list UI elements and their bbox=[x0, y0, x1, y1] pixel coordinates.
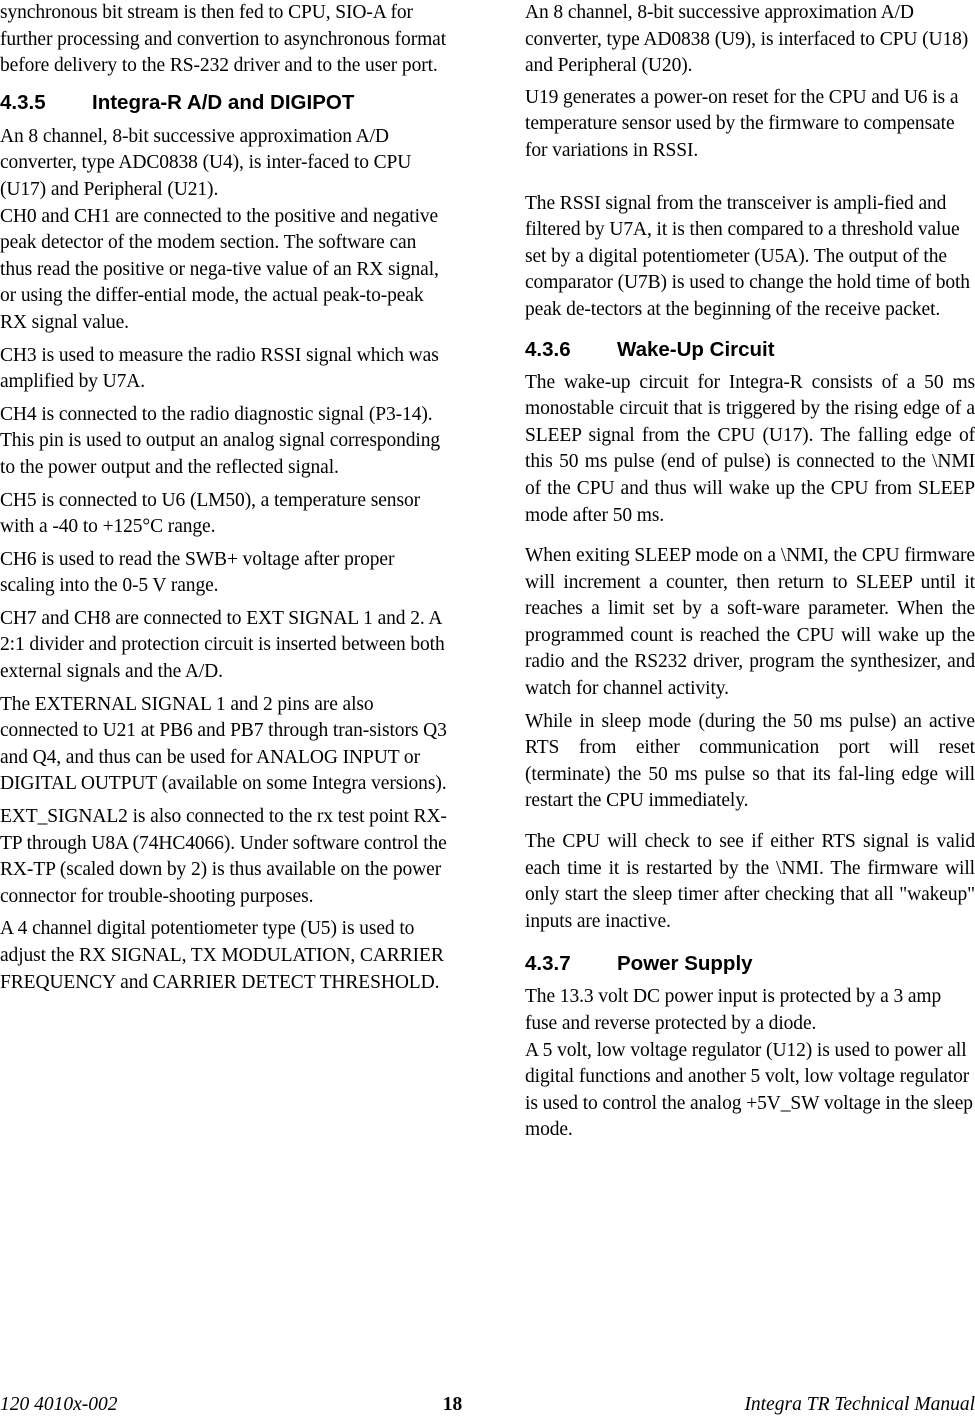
ch7-ch8-paragraph: CH7 and CH8 are connected to EXT SIGNAL 1 and 2. A 2:1 divider and protection circuit is inserted between both external signals and the A/D. bbox=[0, 607, 445, 683]
manual-title: Integra TR Technical Manual bbox=[744, 1394, 975, 1415]
ch5-paragraph: CH5 is connected to U6 (LM50), a temperature sensor with a -40 to +125°C range. bbox=[0, 489, 420, 538]
ch4-paragraph: CH4 is connected to the radio diagnostic signal (P3-14). This pin is used to output an analog signal corresponding to the power output and the reflected signal. bbox=[0, 403, 441, 478]
continuation-paragraph: synchronous bit stream is then fed to CPU, SIO-A for further processing and convertion to asynchronous format before delivery to the RS-232 driver and to the user port. bbox=[0, 2, 447, 77]
section-title: Wake-Up Circuit bbox=[617, 337, 775, 361]
external-signal-paragraph: The EXTERNAL SIGNAL 1 and 2 pins are also connected to U21 at PB6 and PB7 through tran-sistors Q3 and Q4, and thus can be used for ANALOG INPUT or DIGITAL OUTPUT (available on some Integra versions). bbox=[0, 693, 447, 795]
rssi-paragraph: The RSSI signal from the transceiver is ampli-fied and filtered by U7A, it is then compared to a threshold value set by a digital potentiometer (U5A). The output of the comparator (U7B) is used to change the hold time of both peak de-tectors at the beginning of the receive packet. bbox=[525, 192, 970, 320]
document-number: 120 4010x-002 bbox=[0, 1394, 118, 1415]
section-heading-4-3-5 bbox=[0, 89, 449, 117]
ch3-paragraph: CH3 is used to measure the radio RSSI signal which was amplified by U7A. bbox=[0, 344, 439, 393]
ch0-ch1-paragraph: CH0 and CH1 are connected to the positive and negative peak detector of the modem section. The software can thus read the positive or nega-tive value of an RX signal, or using the differ-ential mode, the actual peak-to-peak RX signal value. bbox=[0, 205, 439, 333]
reset-temperature-paragraph: U19 generates a power-on reset for the CPU and U6 is a temperature sensor used by the firmware to compensate for variations in RSSI. bbox=[525, 86, 959, 161]
section-title: Integra-R A/D and DIGIPOT bbox=[92, 90, 355, 114]
section-title: Power Supply bbox=[617, 952, 753, 976]
exiting-sleep-paragraph: When exiting SLEEP mode on a \NMI, the CPU firmware will increment a counter, then return to SLEEP until it reaches a limit set by a soft-ware parameter. When the programmed count is reached the CPU will wake up the radio and the RS232 driver, program the synthesizer, and watch for channel activity. bbox=[525, 545, 975, 700]
section-heading-4-3-7 bbox=[525, 950, 975, 978]
section-heading-4-3-6 bbox=[525, 336, 975, 364]
rts-check-paragraph: The CPU will check to see if either RTS signal is valid each time it is restarted by the \NMI. The firmware will only start the sleep timer after checking that all "wakeup" inputs are inactive. bbox=[525, 831, 975, 932]
ad0838-paragraph: An 8 channel, 8-bit successive approximation A/D converter, type AD0838 (U9), is interfaced to CPU (U18) and Peripheral (U20). bbox=[525, 2, 969, 77]
ad-converter-paragraph: An 8 channel, 8-bit successive approximation A/D converter, type ADC0838 (U4), is inter-faced to CPU (U17) and Peripheral (U21). bbox=[0, 125, 412, 200]
sleep-mode-rts-paragraph: While in sleep mode (during the 50 ms pulse) an active RTS from either communication port will reset (terminate) the 50 ms pulse so that its fal-ling edge will restart the CPU immediately. bbox=[525, 710, 975, 812]
left-column bbox=[0, 0, 449, 996]
ext-signal2-paragraph: EXT_SIGNAL2 is also connected to the rx test point RX-TP through U8A (74HC4066). Under software control the RX-TP (scaled down by 2) is thus available on the power connector for trouble-shooting purposes. bbox=[0, 806, 447, 907]
right-column bbox=[525, 0, 975, 1144]
section-number: 4.3.6 bbox=[525, 337, 571, 361]
section-number: 4.3.7 bbox=[525, 952, 571, 976]
section-number: 4.3.5 bbox=[0, 90, 46, 114]
page-number: 18 bbox=[442, 1394, 463, 1415]
wake-up-circuit-paragraph: The wake-up circuit for Integra-R consists of a 50 ms monostable circuit that is triggered by the rising edge of a SLEEP signal from the CPU (U17). The falling edge of this 50 ms pulse (end of pulse) is connected to the \NMI of the CPU and thus will wake up the CPU from SLEEP mode after 50 ms. bbox=[525, 371, 975, 526]
power-input-paragraph: The 13.3 volt DC power input is protected by a 3 amp fuse and reverse protected by a diode. bbox=[525, 986, 942, 1034]
voltage-regulator-paragraph: A 5 volt, low voltage regulator (U12) is used to power all digital functions and another 5 volt, low voltage regulator is used to control the analog +5V_SW voltage in the sleep mode. bbox=[525, 1039, 973, 1141]
ch6-paragraph: CH6 is used to read the SWB+ voltage after proper scaling into the 0-5 V range. bbox=[0, 548, 395, 597]
page-footer bbox=[0, 1392, 975, 1422]
digital-potentiometer-paragraph: A 4 channel digital potentiometer type (U5) is used to adjust the RX SIGNAL, TX MODULATION, CARRIER FREQUENCY and CARRIER DETECT THRESHOLD. bbox=[0, 918, 444, 993]
